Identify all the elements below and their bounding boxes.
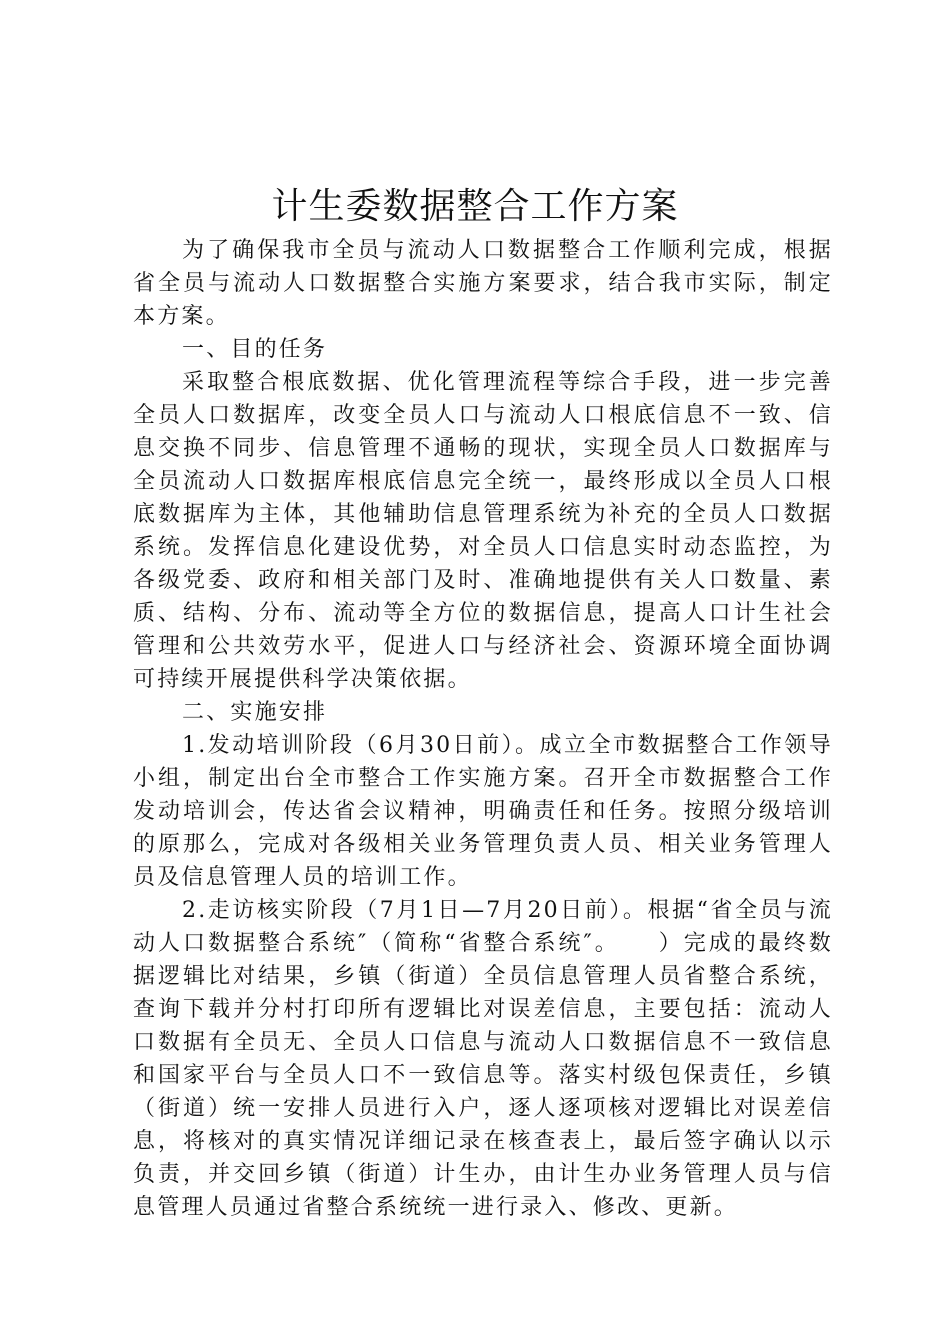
- document-title: 计生委数据整合工作方案: [271, 186, 679, 227]
- purpose-paragraph: 采取整合根底数据、优化管理流程等综合手段，进一步完善全员人口数据库，改变全员人口与流动人口根底信息不一致、信息交换不同步、信息管理不通畅的现状，实现全员人口数据库与全员流动人口数据库根底信息完全统一，最终形成以全员人口根底数据库为主体，其他辅助信息管理系统为补充的全员人口数据系统。发挥信息化建设优势，对全员人口信息实时动态监控，为各级党委、政府和相关部门及时、准确地提供有关人口数量、素质、结构、分布、流动等全方位的数据信息，提高人口计生社会管理和公共效劳水平，促进人口与经济社会、资源环境全面协调可持续开展提供科学决策依据。: [133, 370, 833, 692]
- stage-2-paragraph: 2.走访核实阶段（7月1日—7月20日前）。根据“省全员与流动人口数据整合系统″（简称“省整合系统″。 ）完成的最终数据逻辑比对结果，乡镇（街道）全员信息管理人员省整合系统，查询下载并分村打印所有逻辑比对误差信息，主要包括：流动人口数据有全员无、全员人口信息与流动人口数据信息不一致信息和国家平台与全员人口不一致信息等。落实村级包保责任，乡镇（街道）统一安排人员进行入户，逐人逐项核对逻辑比对误差信息，将核对的真实情况详细记录在核查表上，最后签字确认以示负责，并交回乡镇（街道）计生办，由计生办业务管理人员与信息管理人员通过省整合系统统一进行录入、修改、更新。: [133, 898, 833, 1220]
- document-body: [133, 234, 833, 1224]
- section-heading-arrangement: 二、实施安排: [182, 700, 328, 725]
- section-heading-purpose: 一、目的任务: [182, 337, 328, 362]
- stage-1-paragraph: 1.发动培训阶段（6月30日前）。成立全市数据整合工作领导小组，制定出台全市整合工作实施方案。召开全市数据整合工作发动培训会，传达省会议精神，明确责任和任务。按照分级培训的原那么，完成对各级相关业务管理负责人员、相关业务管理人员及信息管理人员的培训工作。: [133, 733, 833, 890]
- intro-paragraph: 为了确保我市全员与流动人口数据整合工作顺利完成，根据省全员与流动人口数据整合实施方案要求，结合我市实际，制定本方案。: [133, 238, 833, 329]
